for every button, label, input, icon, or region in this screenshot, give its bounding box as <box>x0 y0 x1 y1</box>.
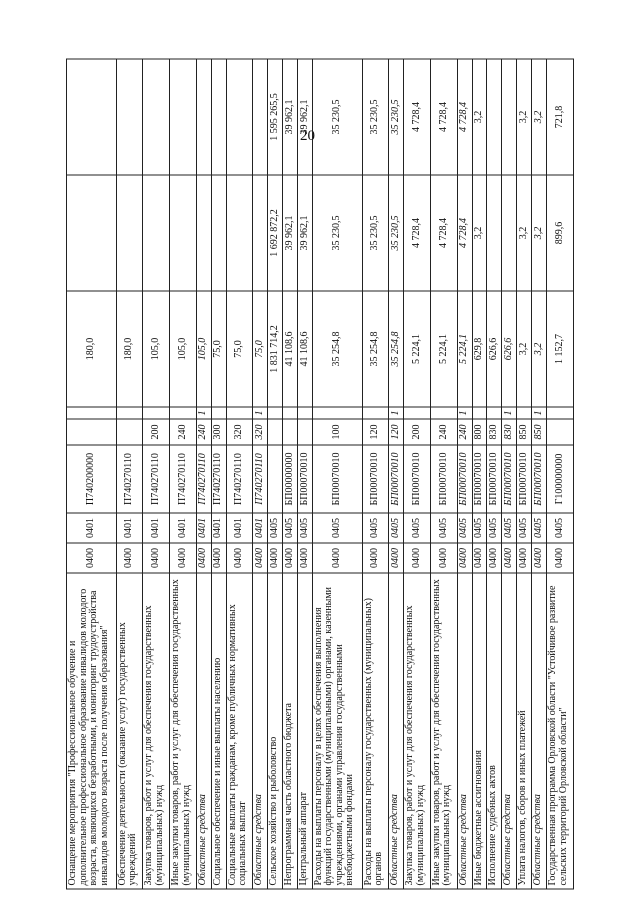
cell-target-item: П740270110 <box>143 445 170 513</box>
cell-source <box>67 407 117 419</box>
cell-name: Иные закупки товаров, работ и услуг для обеспечения государственных (муниципальных) нужд <box>170 573 197 889</box>
cell-sum-year-1: 75,0 <box>253 291 268 407</box>
cell-source <box>404 407 431 419</box>
cell-target-item: БП00070010 <box>457 445 472 513</box>
cell-sum-year-3: 35 230,5 <box>312 59 362 175</box>
cell-sum-year-2 <box>226 175 253 291</box>
cell-expense-type: 240 <box>196 419 211 445</box>
cell-sum-year-3 <box>487 59 502 175</box>
cell-source <box>517 407 532 419</box>
cell-sum-year-3: 39 962,1 <box>283 59 298 175</box>
cell-expense-type: 830 <box>502 419 517 445</box>
cell-source <box>170 407 197 419</box>
cell-source: 1 <box>532 407 547 419</box>
cell-name: Областные средства <box>196 573 211 889</box>
cell-name: Сельское хозяйство и рыболовство <box>268 573 283 889</box>
cell-expense-type: 320 <box>226 419 253 445</box>
cell-sum-year-1: 1 831 714,2 <box>268 291 283 407</box>
cell-source: 1 <box>502 407 517 419</box>
cell-sum-year-3: 1 595 265,5 <box>268 59 283 175</box>
cell-subsection: 0405 <box>457 513 472 543</box>
cell-sum-year-2: 4 728,4 <box>404 175 431 291</box>
cell-target-item: БП00070010 <box>312 445 362 513</box>
cell-source <box>211 407 226 419</box>
cell-sum-year-1: 105,0 <box>196 291 211 407</box>
cell-subsection: 0401 <box>143 513 170 543</box>
cell-source <box>116 407 143 419</box>
cell-expense-type <box>67 419 117 445</box>
cell-sum-year-3: 3,2 <box>517 59 532 175</box>
table-row <box>457 59 472 889</box>
cell-source <box>547 407 574 419</box>
cell-subsection: 0405 <box>312 513 362 543</box>
table-row <box>389 59 404 889</box>
table-row <box>502 59 517 889</box>
cell-sum-year-3 <box>143 59 170 175</box>
cell-subsection: 0405 <box>487 513 502 543</box>
cell-sum-year-2: 39 962,1 <box>283 175 298 291</box>
cell-section: 0400 <box>517 543 532 573</box>
cell-name: Социальные выплаты гражданам, кроме публичных нормативных социальных выплат <box>226 573 253 889</box>
cell-section: 0400 <box>404 543 431 573</box>
cell-subsection: 0405 <box>404 513 431 543</box>
cell-section: 0400 <box>532 543 547 573</box>
cell-sum-year-2 <box>487 175 502 291</box>
cell-section: 0400 <box>116 543 143 573</box>
cell-sum-year-1: 5 224,1 <box>430 291 457 407</box>
cell-source <box>143 407 170 419</box>
cell-sum-year-1: 75,0 <box>211 291 226 407</box>
cell-sum-year-2: 3,2 <box>517 175 532 291</box>
table-row <box>312 59 362 889</box>
cell-section: 0400 <box>298 543 313 573</box>
cell-subsection: 0401 <box>196 513 211 543</box>
table-row <box>253 59 268 889</box>
cell-target-item: П740270110 <box>211 445 226 513</box>
cell-section: 0400 <box>457 543 472 573</box>
cell-sum-year-1: 1 152,7 <box>547 291 574 407</box>
cell-subsection: 0401 <box>226 513 253 543</box>
cell-sum-year-3: 39 962,1 <box>298 59 313 175</box>
cell-section: 0400 <box>547 543 574 573</box>
cell-subsection: 0401 <box>170 513 197 543</box>
cell-sum-year-3: 3,2 <box>532 59 547 175</box>
cell-name: Областные средства <box>502 573 517 889</box>
cell-expense-type: 830 <box>487 419 502 445</box>
cell-source <box>362 407 389 419</box>
table-row <box>547 59 574 889</box>
table-row <box>430 59 457 889</box>
cell-section: 0400 <box>67 543 117 573</box>
cell-sum-year-3: 721,8 <box>547 59 574 175</box>
cell-sum-year-2 <box>143 175 170 291</box>
cell-target-item: П740270110 <box>116 445 143 513</box>
cell-sum-year-1: 180,0 <box>67 291 117 407</box>
cell-subsection: 0401 <box>253 513 268 543</box>
cell-section: 0400 <box>283 543 298 573</box>
cell-expense-type <box>298 419 313 445</box>
cell-target-item: БП00070010 <box>430 445 457 513</box>
cell-sum-year-2 <box>196 175 211 291</box>
cell-sum-year-2: 39 962,1 <box>298 175 313 291</box>
cell-target-item: П740200000 <box>67 445 117 513</box>
cell-target-item: Г100000000 <box>547 445 574 513</box>
table-row <box>143 59 170 889</box>
cell-source <box>283 407 298 419</box>
cell-section: 0400 <box>226 543 253 573</box>
cell-sum-year-1: 75,0 <box>226 291 253 407</box>
cell-sum-year-3 <box>211 59 226 175</box>
cell-name: Областные средства <box>253 573 268 889</box>
cell-source: 1 <box>457 407 472 419</box>
cell-sum-year-2 <box>253 175 268 291</box>
cell-expense-type: 300 <box>211 419 226 445</box>
cell-sum-year-2: 4 728,4 <box>430 175 457 291</box>
cell-subsection: 0405 <box>517 513 532 543</box>
cell-sum-year-2 <box>116 175 143 291</box>
cell-expense-type <box>283 419 298 445</box>
table-row <box>226 59 253 889</box>
cell-expense-type: 320 <box>253 419 268 445</box>
cell-sum-year-3 <box>253 59 268 175</box>
cell-subsection: 0405 <box>430 513 457 543</box>
cell-sum-year-3: 4 728,4 <box>404 59 431 175</box>
cell-section: 0400 <box>143 543 170 573</box>
cell-section: 0400 <box>472 543 487 573</box>
cell-sum-year-1: 5 224,1 <box>404 291 431 407</box>
cell-expense-type: 240 <box>430 419 457 445</box>
cell-expense-type: 800 <box>472 419 487 445</box>
cell-name: Оснащение мероприятия "Профессиональное обучение и дополнительное профессиональное образование инвалидов молодого возраста, являющихся безработными, и мониторинг трудоустройства инвалидов молодого возраста после получения образования" <box>67 573 117 889</box>
cell-subsection: 0405 <box>268 513 283 543</box>
cell-target-item: БП00070010 <box>404 445 431 513</box>
cell-source <box>487 407 502 419</box>
cell-target-item: БП00070010 <box>389 445 404 513</box>
cell-expense-type: 120 <box>389 419 404 445</box>
cell-expense-type <box>116 419 143 445</box>
cell-subsection: 0401 <box>67 513 117 543</box>
cell-sum-year-3 <box>67 59 117 175</box>
cell-name: Иные бюджетные ассигнования <box>472 573 487 889</box>
cell-sum-year-1: 35 254,8 <box>312 291 362 407</box>
table-row <box>67 59 117 889</box>
cell-sum-year-1: 35 254,8 <box>362 291 389 407</box>
page-number: 20 <box>300 128 315 144</box>
cell-name: Уплата налогов, сборов и иных платежей <box>517 573 532 889</box>
cell-sum-year-1: 3,2 <box>532 291 547 407</box>
cell-source <box>226 407 253 419</box>
cell-sum-year-2: 35 230,5 <box>389 175 404 291</box>
cell-source <box>430 407 457 419</box>
table-row <box>283 59 298 889</box>
cell-subsection: 0405 <box>547 513 574 543</box>
cell-source: 1 <box>253 407 268 419</box>
cell-name: Обеспечение деятельности (оказание услуг) государственных учреждений <box>116 573 143 889</box>
cell-sum-year-2: 3,2 <box>532 175 547 291</box>
cell-name: Расходы на выплаты персоналу в целях обеспечения выполнения функций государственными (муниципальными) органами, казенными учреждениями, органами управления государственными внебюджетными фондами <box>312 573 362 889</box>
cell-name: Государственная программа Орловской области "Устойчивое развитие сельских территорий Орловской области" <box>547 573 574 889</box>
cell-name: Областные средства <box>389 573 404 889</box>
cell-source: 1 <box>196 407 211 419</box>
cell-target-item: БП00070010 <box>502 445 517 513</box>
cell-sum-year-3: 35 230,5 <box>389 59 404 175</box>
cell-target-item: БП00070010 <box>532 445 547 513</box>
cell-section: 0400 <box>170 543 197 573</box>
cell-subsection: 0405 <box>283 513 298 543</box>
cell-expense-type: 200 <box>143 419 170 445</box>
cell-section: 0400 <box>502 543 517 573</box>
cell-target-item: БП00070010 <box>487 445 502 513</box>
cell-name: Социальное обеспечение и иные выплаты населению <box>211 573 226 889</box>
cell-sum-year-2: 4 728,4 <box>457 175 472 291</box>
table-row <box>196 59 211 889</box>
cell-source <box>312 407 362 419</box>
cell-subsection: 0401 <box>116 513 143 543</box>
table-row <box>298 59 313 889</box>
cell-sum-year-3: 4 728,4 <box>457 59 472 175</box>
table-row <box>268 59 283 889</box>
cell-target-item: П740270110 <box>226 445 253 513</box>
cell-sum-year-3 <box>502 59 517 175</box>
cell-sum-year-1: 629,8 <box>472 291 487 407</box>
table-row <box>472 59 487 889</box>
cell-name: Закупка товаров, работ и услуг для обеспечения государственных (муниципальных) нужд <box>143 573 170 889</box>
cell-sum-year-2 <box>502 175 517 291</box>
cell-expense-type: 240 <box>170 419 197 445</box>
cell-sum-year-3: 3,2 <box>472 59 487 175</box>
cell-section: 0400 <box>389 543 404 573</box>
cell-sum-year-2: 35 230,5 <box>362 175 389 291</box>
cell-sum-year-3 <box>226 59 253 175</box>
cell-target-item: БП00000000 <box>283 445 298 513</box>
cell-expense-type: 850 <box>517 419 532 445</box>
cell-sum-year-1: 3,2 <box>517 291 532 407</box>
cell-sum-year-2: 899,6 <box>547 175 574 291</box>
cell-target-item: П740270110 <box>253 445 268 513</box>
table-row <box>404 59 431 889</box>
cell-sum-year-1: 5 224,1 <box>457 291 472 407</box>
cell-sum-year-2 <box>170 175 197 291</box>
table-row <box>517 59 532 889</box>
cell-sum-year-3: 4 728,4 <box>430 59 457 175</box>
cell-sum-year-3: 35 230,5 <box>362 59 389 175</box>
cell-subsection: 0405 <box>362 513 389 543</box>
cell-section: 0400 <box>253 543 268 573</box>
cell-name: Закупка товаров, работ и услуг для обеспечения государственных (муниципальных) нужд <box>404 573 431 889</box>
cell-sum-year-1: 41 108,6 <box>283 291 298 407</box>
cell-expense-type <box>547 419 574 445</box>
cell-sum-year-1: 626,6 <box>502 291 517 407</box>
cell-name: Областные средства <box>532 573 547 889</box>
table-row <box>362 59 389 889</box>
cell-name: Расходы на выплаты персоналу государственных (муниципальных) органов <box>362 573 389 889</box>
cell-name: Центральный аппарат <box>298 573 313 889</box>
cell-section: 0400 <box>362 543 389 573</box>
cell-subsection: 0405 <box>389 513 404 543</box>
cell-sum-year-1: 626,6 <box>487 291 502 407</box>
cell-target-item: БП00070010 <box>362 445 389 513</box>
cell-section: 0400 <box>268 543 283 573</box>
table-row <box>211 59 226 889</box>
table-body <box>67 59 574 889</box>
cell-target-item: БП00070010 <box>517 445 532 513</box>
cell-expense-type: 240 <box>457 419 472 445</box>
cell-source <box>472 407 487 419</box>
cell-expense-type: 200 <box>404 419 431 445</box>
cell-section: 0400 <box>430 543 457 573</box>
cell-sum-year-2 <box>67 175 117 291</box>
table-row <box>116 59 143 889</box>
cell-source <box>268 407 283 419</box>
cell-subsection: 0405 <box>298 513 313 543</box>
cell-source: 1 <box>389 407 404 419</box>
budget-table <box>66 59 574 890</box>
cell-name: Непрограммная часть областного бюджета <box>283 573 298 889</box>
cell-subsection: 0405 <box>502 513 517 543</box>
cell-sum-year-3 <box>196 59 211 175</box>
cell-target-item: П740270110 <box>196 445 211 513</box>
cell-expense-type <box>268 419 283 445</box>
cell-expense-type: 850 <box>532 419 547 445</box>
cell-sum-year-2: 35 230,5 <box>312 175 362 291</box>
cell-name: Областные средства <box>457 573 472 889</box>
cell-name: Исполнение судебных актов <box>487 573 502 889</box>
cell-section: 0400 <box>487 543 502 573</box>
cell-sum-year-2: 3,2 <box>472 175 487 291</box>
cell-sum-year-1: 105,0 <box>143 291 170 407</box>
cell-subsection: 0405 <box>472 513 487 543</box>
cell-sum-year-1: 35 254,8 <box>389 291 404 407</box>
cell-target-item <box>268 445 283 513</box>
cell-subsection: 0401 <box>211 513 226 543</box>
cell-sum-year-3 <box>116 59 143 175</box>
cell-source <box>298 407 313 419</box>
cell-target-item: П740270110 <box>170 445 197 513</box>
cell-subsection: 0405 <box>532 513 547 543</box>
cell-sum-year-1: 41 108,6 <box>298 291 313 407</box>
cell-sum-year-2: 1 692 872,2 <box>268 175 283 291</box>
cell-section: 0400 <box>196 543 211 573</box>
table-row <box>487 59 502 889</box>
cell-name: Иные закупки товаров, работ и услуг для обеспечения государственных (муниципальных) нужд <box>430 573 457 889</box>
table-row <box>170 59 197 889</box>
cell-target-item: БП00070010 <box>472 445 487 513</box>
cell-target-item: БП00070010 <box>298 445 313 513</box>
cell-section: 0400 <box>312 543 362 573</box>
cell-expense-type: 100 <box>312 419 362 445</box>
cell-expense-type: 120 <box>362 419 389 445</box>
cell-sum-year-2 <box>211 175 226 291</box>
cell-sum-year-1: 105,0 <box>170 291 197 407</box>
table-row <box>532 59 547 889</box>
cell-sum-year-1: 180,0 <box>116 291 143 407</box>
cell-sum-year-3 <box>170 59 197 175</box>
cell-section: 0400 <box>211 543 226 573</box>
